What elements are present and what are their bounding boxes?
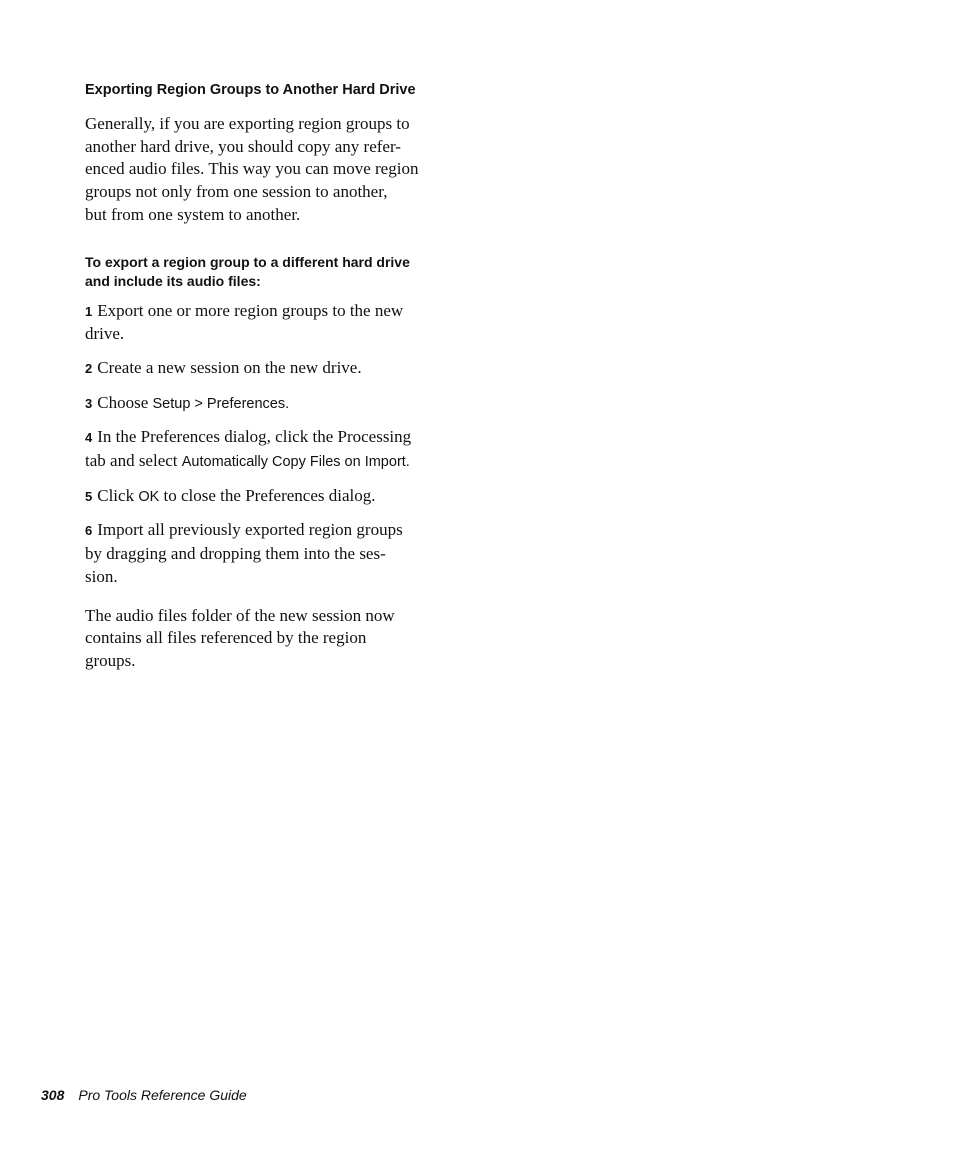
step-punctuation: . bbox=[405, 454, 410, 471]
intro-line: groups not only from one session to another, bbox=[85, 182, 388, 202]
step-number: 2 bbox=[85, 360, 93, 376]
step-text: drive. bbox=[85, 324, 125, 344]
step-5 bbox=[85, 485, 447, 509]
option-name: Import bbox=[364, 454, 406, 471]
step-3 bbox=[85, 392, 447, 416]
step-text: tab and select bbox=[85, 451, 182, 471]
step-text: Choose bbox=[97, 392, 153, 412]
procedure-heading-line: To export a region group to a different hard drive bbox=[85, 253, 410, 270]
step-number: 1 bbox=[85, 303, 93, 319]
page-number: 308 bbox=[41, 1087, 65, 1103]
step-1 bbox=[85, 300, 447, 346]
intro-line: enced audio files. This way you can move region bbox=[85, 159, 419, 179]
step-text: Click bbox=[97, 485, 139, 505]
button-name: OK bbox=[138, 488, 160, 505]
page-footer bbox=[41, 1085, 247, 1105]
closing-line: contains all files referenced by the region bbox=[85, 628, 367, 648]
intro-line: Generally, if you are exporting region groups to bbox=[85, 114, 410, 133]
step-text: Create a new session on the new drive. bbox=[97, 357, 362, 377]
closing-line: groups. bbox=[85, 650, 136, 670]
intro-line: but from one system to another. bbox=[85, 204, 301, 224]
step-number: 5 bbox=[85, 488, 93, 504]
step-2 bbox=[85, 357, 447, 381]
intro-line: another hard drive, you should copy any refer- bbox=[85, 136, 401, 156]
step-number: 3 bbox=[85, 395, 93, 411]
option-name: Automatically Copy Files bbox=[181, 454, 341, 471]
page-content bbox=[85, 80, 447, 673]
step-punctuation: . bbox=[285, 395, 290, 412]
closing-line: The audio files folder of the new session now bbox=[85, 605, 395, 625]
step-text: Export one or more region groups to the new bbox=[97, 300, 404, 320]
step-6 bbox=[85, 519, 447, 588]
step-text: In the Preferences dialog, click the Processing bbox=[97, 427, 412, 447]
procedure-steps bbox=[85, 300, 447, 589]
step-text: sion. bbox=[85, 566, 118, 586]
guide-title: Pro Tools Reference Guide bbox=[78, 1087, 247, 1103]
procedure-heading bbox=[85, 253, 447, 291]
closing-paragraph bbox=[85, 605, 447, 673]
step-number: 4 bbox=[85, 430, 93, 446]
intro-paragraph bbox=[85, 113, 447, 227]
section-heading: Exporting Region Groups to Another Hard Drive bbox=[85, 82, 416, 98]
option-connector: on bbox=[340, 454, 365, 471]
step-4 bbox=[85, 426, 447, 473]
step-text: Import all previously exported region groups bbox=[97, 520, 403, 540]
step-text: by dragging and dropping them into the ses- bbox=[85, 544, 386, 564]
menu-item-name: Preferences bbox=[206, 395, 286, 412]
step-text: to close the Preferences dialog. bbox=[159, 485, 376, 505]
menu-name: Setup bbox=[152, 395, 191, 412]
step-number: 6 bbox=[85, 523, 93, 539]
procedure-heading-line: and include its audio files: bbox=[85, 272, 261, 289]
menu-separator: > bbox=[190, 395, 207, 412]
